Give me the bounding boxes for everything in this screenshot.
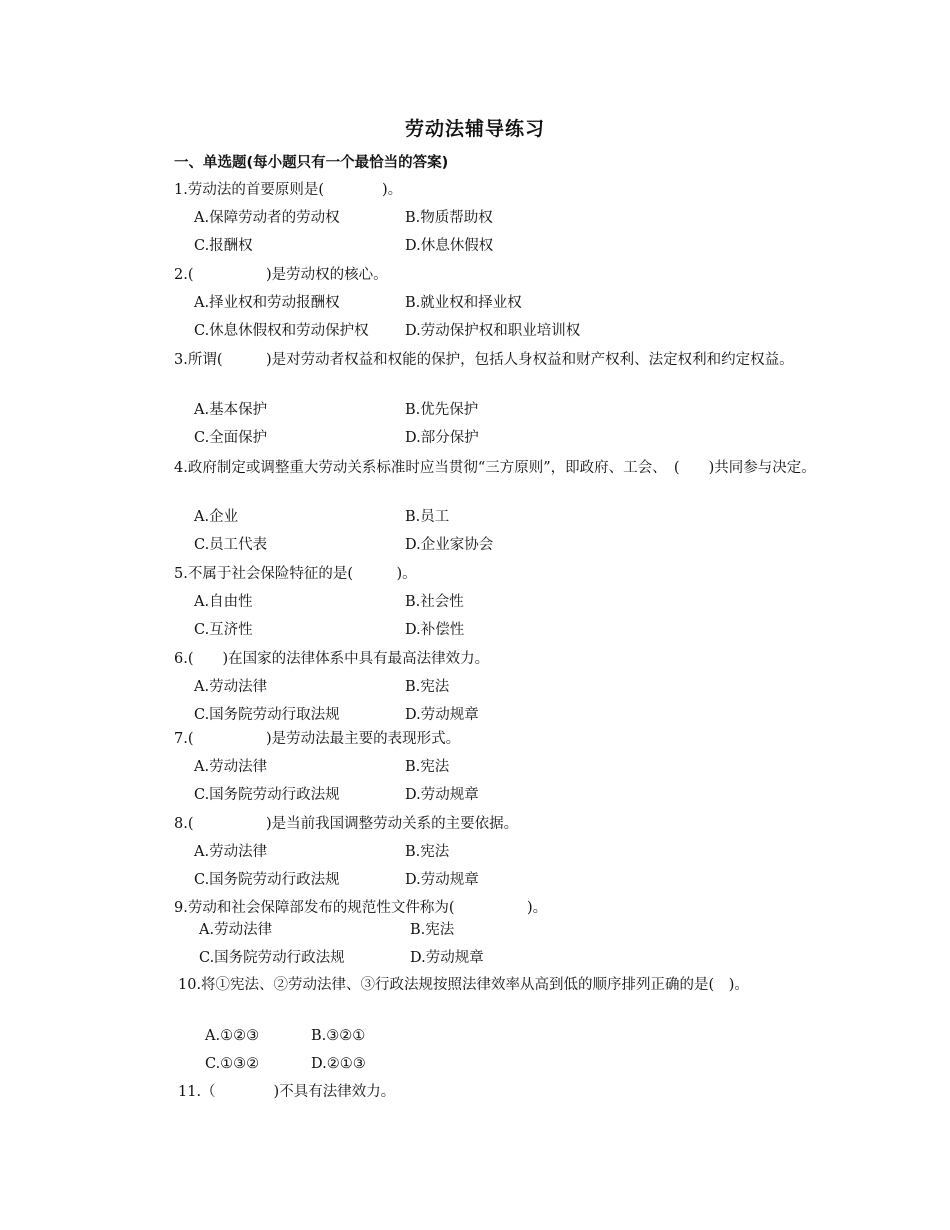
question-10-option-a: A.①②③ bbox=[205, 1028, 260, 1044]
question-4-option-a: A.企业 bbox=[194, 509, 239, 525]
question-9-option-b: B.宪法 bbox=[410, 922, 455, 938]
question-5-option-b: B.社会性 bbox=[405, 594, 464, 610]
question-8-option-b: B.宪法 bbox=[405, 844, 450, 860]
question-7-option-c: C.国务院劳动行政法规 bbox=[194, 787, 340, 803]
question-4-stem: 4.政府制定或调整重大劳动关系标准时应当贯彻“三方原则”，即政府、工会、 ( )共同参与决定。 bbox=[174, 460, 816, 476]
question-3-option-a: A.基本保护 bbox=[194, 402, 268, 418]
question-6-stem: 6.( )在国家的法律体系中具有最高法律效力。 bbox=[174, 651, 490, 667]
question-3-option-b: B.优先保护 bbox=[405, 402, 479, 418]
question-8-option-c: C.国务院劳动行政法规 bbox=[194, 872, 340, 888]
question-6-option-c: C.国务院劳动行取法规 bbox=[194, 707, 340, 723]
question-1-option-a: A.保障劳动者的劳动权 bbox=[194, 210, 340, 226]
question-7-stem: 7.( )是劳动法最主要的表现形式。 bbox=[174, 731, 461, 747]
question-7-option-b: B.宪法 bbox=[405, 759, 450, 775]
question-3-stem: 3.所谓( )是对劳动者权益和权能的保护，包括人身权益和财产权利、法定权利和约定权益。 bbox=[174, 352, 794, 368]
question-7-option-d: D.劳动规章 bbox=[405, 787, 479, 803]
question-5-stem: 5.不属于社会保险特征的是( )。 bbox=[174, 566, 417, 582]
question-10-option-c: C.①③② bbox=[205, 1056, 260, 1072]
question-1-stem: 1.劳动法的首要原则是( )。 bbox=[174, 182, 403, 198]
question-8-option-d: D.劳动规章 bbox=[405, 872, 479, 888]
question-5-option-a: A.自由性 bbox=[194, 594, 253, 610]
question-3-option-c: C.全面保护 bbox=[194, 430, 268, 446]
document-title: 劳动法辅导练习 bbox=[404, 118, 545, 140]
question-5-option-c: C.互济性 bbox=[194, 622, 253, 638]
question-8-option-a: A.劳动法律 bbox=[194, 844, 268, 860]
question-6-option-a: A.劳动法律 bbox=[194, 679, 268, 695]
question-1-option-c: C.报酬权 bbox=[194, 238, 253, 254]
question-10-option-d: D.②①③ bbox=[311, 1056, 366, 1072]
question-9-option-a: A.劳动法律 bbox=[199, 922, 273, 938]
question-10-option-b: B.③②① bbox=[311, 1028, 366, 1044]
question-6-option-b: B.宪法 bbox=[405, 679, 450, 695]
question-2-option-a: A.择业权和劳动报酬权 bbox=[194, 295, 340, 311]
question-9-stem: 9.劳动和社会保障部发布的规范性文件称为( )。 bbox=[174, 900, 548, 916]
question-3-option-d: D.部分保护 bbox=[405, 430, 479, 446]
question-1-option-b: B.物质帮助权 bbox=[405, 210, 493, 226]
question-6-option-d: D.劳动规章 bbox=[405, 707, 479, 723]
question-4-option-b: B.员工 bbox=[405, 509, 450, 525]
question-10-stem: 10.将①宪法、②劳动法律、③行政法规按照法律效率从高到低的顺序排列正确的是( )。 bbox=[178, 977, 749, 993]
question-9-option-d: D.劳动规章 bbox=[410, 950, 484, 966]
section-heading: 一、单选题(每小题只有一个最恰当的答案) bbox=[174, 155, 449, 171]
question-2-option-b: B.就业权和择业权 bbox=[405, 295, 522, 311]
question-11-stem: 11.（ )不具有法律效力。 bbox=[178, 1084, 396, 1100]
question-9-option-c: C.国务院劳动行政法规 bbox=[199, 950, 345, 966]
question-7-option-a: A.劳动法律 bbox=[194, 759, 268, 775]
question-2-stem: 2.( )是劳动权的核心。 bbox=[174, 267, 388, 283]
question-5-option-d: D.补偿性 bbox=[405, 622, 465, 638]
question-1-option-d: D.休息休假权 bbox=[405, 238, 494, 254]
question-2-option-d: D.劳动保护权和职业培训权 bbox=[405, 323, 581, 339]
question-2-option-c: C.休息休假权和劳动保护权 bbox=[194, 323, 369, 339]
question-4-option-c: C.员工代表 bbox=[194, 537, 268, 553]
question-4-option-d: D.企业家协会 bbox=[405, 537, 494, 553]
question-8-stem: 8.( )是当前我国调整劳动关系的主要依据。 bbox=[174, 816, 519, 832]
